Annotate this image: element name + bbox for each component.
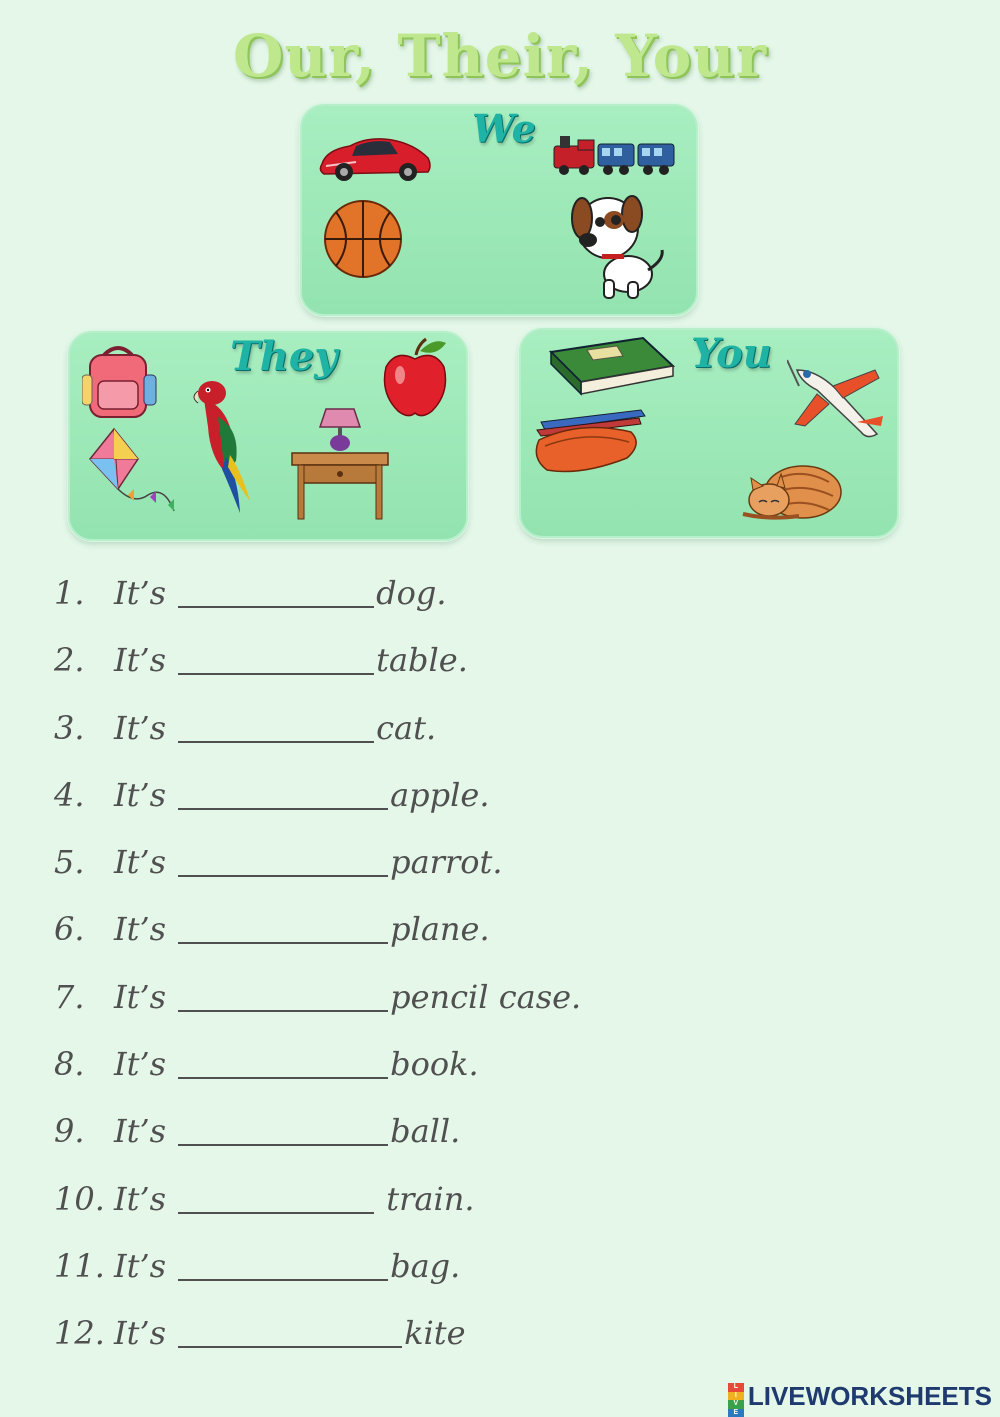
exercise-word: apple. xyxy=(390,775,490,814)
exercise-word: pencil case. xyxy=(390,977,582,1016)
exercise-word: train. xyxy=(376,1179,475,1218)
exercise-item xyxy=(54,705,754,772)
liveworksheets-brand: LIVEWORKSHEETS xyxy=(747,1380,992,1411)
book-icon xyxy=(547,336,677,398)
exercise-number: 1. xyxy=(54,574,85,612)
exercise-item xyxy=(54,906,754,973)
exercise-word: dog. xyxy=(376,574,447,612)
exercise-word: bag. xyxy=(390,1246,461,1285)
answer-blank[interactable] xyxy=(178,1047,388,1079)
table-lamp-icon xyxy=(288,405,392,521)
answer-blank[interactable] xyxy=(178,711,374,743)
exercise-list xyxy=(54,570,754,1378)
exercise-number: 12. xyxy=(54,1314,105,1353)
exercise-item xyxy=(54,1176,754,1243)
exercise-number: 8. xyxy=(54,1045,85,1084)
backpack-icon xyxy=(82,341,160,421)
exercise-number: 9. xyxy=(54,1112,85,1151)
train-icon xyxy=(552,132,678,178)
panel-you xyxy=(519,328,899,538)
exercise-prefix: It’s xyxy=(114,910,167,949)
exercise-prefix: It’s xyxy=(114,977,167,1016)
pencil-case-icon xyxy=(531,406,651,476)
answer-blank[interactable] xyxy=(178,1182,374,1214)
panel-we-label: We xyxy=(472,106,536,151)
answer-blank[interactable] xyxy=(178,1249,388,1281)
exercise-prefix: It’s xyxy=(114,775,167,814)
exercise-item xyxy=(54,1108,754,1175)
exercise-item xyxy=(54,1041,754,1108)
answer-blank[interactable] xyxy=(178,845,388,877)
answer-blank[interactable] xyxy=(178,778,388,810)
exercise-number: 6. xyxy=(54,910,85,949)
exercise-prefix: It’s xyxy=(114,1179,167,1218)
exercise-word: table. xyxy=(376,641,468,680)
liveworksheets-logo xyxy=(728,1380,992,1416)
panel-they-label: They xyxy=(230,333,338,380)
exercise-prefix: It’s xyxy=(114,641,167,680)
page-title: Our, Their, Your xyxy=(232,22,768,90)
exercise-number: 7. xyxy=(54,977,85,1016)
exercise-item xyxy=(54,637,754,704)
exercise-number: 4. xyxy=(54,775,85,814)
exercise-item xyxy=(54,839,754,906)
answer-blank[interactable] xyxy=(178,643,374,675)
exercise-prefix: It’s xyxy=(114,574,167,612)
panel-you-label: You xyxy=(691,330,772,377)
exercise-item xyxy=(54,570,754,637)
exercise-word: kite xyxy=(404,1314,466,1353)
panel-we xyxy=(300,104,698,316)
exercise-number: 11. xyxy=(54,1246,105,1285)
exercise-prefix: It’s xyxy=(114,1045,167,1084)
exercise-word: book. xyxy=(390,1045,479,1084)
exercise-prefix: It’s xyxy=(114,843,167,882)
exercise-prefix: It’s xyxy=(114,1112,167,1151)
car-icon xyxy=(316,130,436,184)
exercise-word: ball. xyxy=(390,1112,461,1151)
panel-they xyxy=(68,331,468,541)
answer-blank[interactable] xyxy=(178,980,388,1012)
plane-icon xyxy=(787,350,887,446)
answer-blank[interactable] xyxy=(178,912,388,944)
kite-icon xyxy=(84,425,186,525)
exercise-word: plane. xyxy=(390,910,490,949)
exercise-number: 2. xyxy=(54,641,85,680)
answer-blank[interactable] xyxy=(178,576,374,608)
liveworksheets-logo-icon: L I V E xyxy=(728,1383,744,1409)
exercise-item xyxy=(54,772,754,839)
exercise-item xyxy=(54,1310,754,1377)
cat-icon xyxy=(739,448,843,522)
exercise-item xyxy=(54,1243,754,1310)
exercise-prefix: It’s xyxy=(114,708,167,747)
answer-blank[interactable] xyxy=(178,1316,402,1348)
exercise-prefix: It’s xyxy=(114,1314,167,1353)
exercise-item xyxy=(54,974,754,1041)
exercise-number: 10. xyxy=(54,1179,105,1218)
exercise-word: cat. xyxy=(376,708,437,747)
dog-icon xyxy=(568,190,668,300)
basketball-icon xyxy=(322,198,404,280)
parrot-icon xyxy=(190,377,260,517)
exercise-word: parrot. xyxy=(390,843,503,882)
exercise-prefix: It’s xyxy=(114,1246,167,1285)
exercise-number: 3. xyxy=(54,708,85,747)
exercise-number: 5. xyxy=(54,843,85,882)
answer-blank[interactable] xyxy=(178,1114,388,1146)
